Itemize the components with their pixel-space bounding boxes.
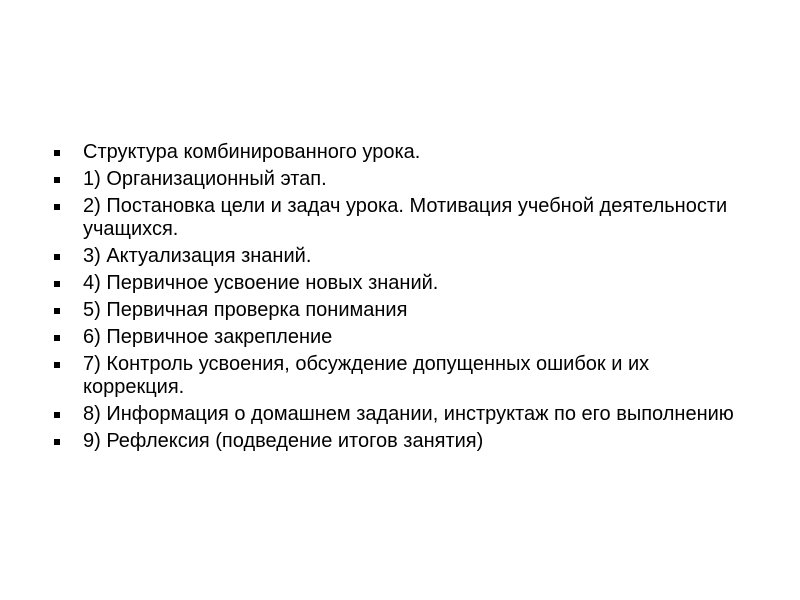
list-item-text: 8) Информация о домашнем задании, инструктаж по его выполнению xyxy=(83,403,734,425)
list-item-text: 9) Рефлексия (подведение итогов занятия) xyxy=(83,430,484,452)
list-item-text: 2) Постановка цели и задач урока. Мотивация учебной деятельности учащихся. xyxy=(83,195,728,240)
list-item xyxy=(54,353,754,399)
square-bullet-icon xyxy=(54,204,60,210)
list-item-text: 6) Первичное закрепление xyxy=(83,326,333,348)
square-bullet-icon xyxy=(54,254,60,260)
square-bullet-icon xyxy=(54,362,60,368)
square-bullet-icon xyxy=(54,412,60,418)
list-item-text: 4) Первичное усвоение новых знаний. xyxy=(83,272,439,294)
square-bullet-icon xyxy=(54,335,60,341)
list-item xyxy=(54,403,754,426)
list-item-text: 5) Первичная проверка понимания xyxy=(83,299,408,321)
bullet-list xyxy=(54,141,754,453)
list-item xyxy=(54,272,754,295)
square-bullet-icon xyxy=(54,150,60,156)
list-item-text: 3) Актуализация знаний. xyxy=(83,245,312,267)
list-item-text: 7) Контроль усвоения, обсуждение допущенных ошибок и их коррекция. xyxy=(83,353,650,398)
square-bullet-icon xyxy=(54,281,60,287)
list-item xyxy=(54,141,754,164)
list-item-text: 1) Организационный этап. xyxy=(83,168,327,190)
list-item xyxy=(54,245,754,268)
square-bullet-icon xyxy=(54,177,60,183)
list-item xyxy=(54,326,754,349)
square-bullet-icon xyxy=(54,308,60,314)
list-item xyxy=(54,168,754,191)
square-bullet-icon xyxy=(54,439,60,445)
slide-content xyxy=(54,141,754,457)
list-item-text: Структура комбинированного урока. xyxy=(83,141,421,163)
list-item xyxy=(54,299,754,322)
list-item xyxy=(54,195,754,241)
list-item xyxy=(54,430,754,453)
